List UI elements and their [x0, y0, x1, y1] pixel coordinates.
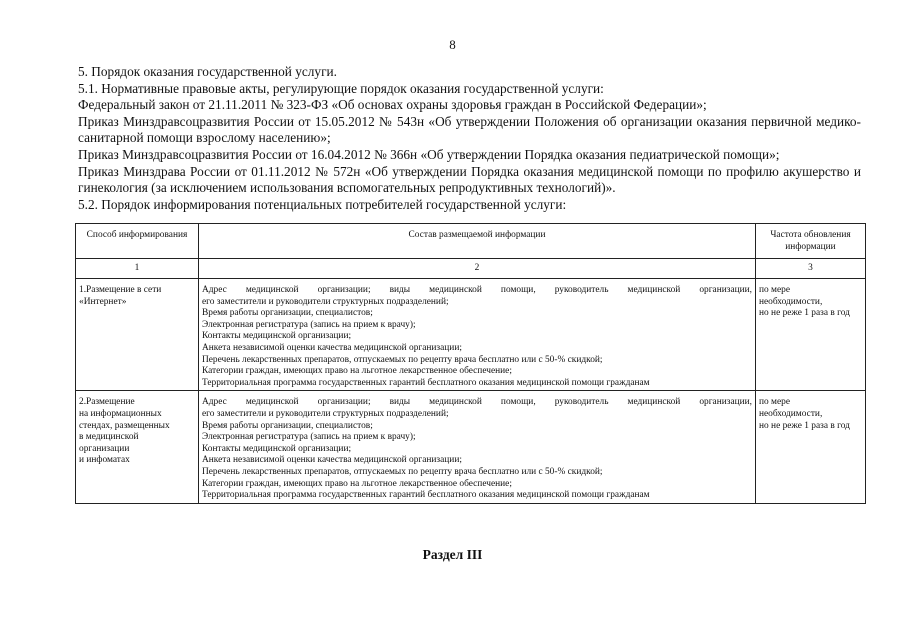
paragraph-5-2: 5.2. Порядок информирования потенциальных потребителей государственной услуги: — [78, 196, 567, 212]
frequency-line: но не реже 1 раза в год — [759, 420, 850, 431]
frequency-line: но не реже 1 раза в год — [759, 308, 850, 319]
content-line: Электронная регистратура (запись на прием к врачу); — [202, 319, 416, 330]
method-line: организации — [79, 443, 130, 454]
paragraph-order-366n: Приказ Минздравсоцразвития России от 16.04.2012 № 366н «Об утверждении Порядка оказания педиатрической помощи»; — [78, 146, 780, 162]
information-table — [75, 223, 866, 504]
frequency-cell — [756, 391, 866, 503]
method-line: и инфоматах — [79, 455, 130, 466]
table-row — [76, 391, 866, 503]
content-line: Перечень лекарственных препаратов, отпускаемых по рецепту врача бесплатно или с 50-% скидкой; — [202, 354, 603, 365]
frequency-line: необходимости, — [759, 408, 823, 419]
method-line: стендах, размещенных — [79, 420, 170, 431]
content-line: Адрес медицинской организации; виды медицинской помощи, руководитель медицинской организации, — [202, 285, 752, 295]
header-frequency: Частота обновления информации — [756, 224, 866, 259]
content-cell — [199, 279, 756, 391]
method-line: 1.Размещение в сети — [79, 285, 162, 295]
content-line: Время работы организации, специалистов; — [202, 420, 373, 431]
paragraph-5-1: 5.1. Нормативные правовые акты, регулирующие порядок оказания государственной услуги: — [78, 80, 604, 96]
column-number: 2 — [199, 259, 756, 279]
header-method: Способ информирования — [76, 224, 199, 259]
content-line: Категории граждан, имеющих право на льготное лекарственное обеспечение; — [202, 366, 512, 377]
content-line: Анкета независимой оценки качества медицинской организации; — [202, 455, 462, 466]
column-number: 1 — [76, 259, 199, 279]
frequency-line: по мере — [759, 397, 790, 408]
table-header-row — [76, 224, 866, 259]
method-line: в медицинской — [79, 432, 139, 443]
content-line: Категории граждан, имеющих право на льготное лекарственное обеспечение; — [202, 478, 512, 489]
paragraph-order-572n: Приказ Минздрава России от 01.11.2012 № 572н «Об утверждении Порядка оказания медицинской помощи по профилю акушерство и гинекология (за исключением использования вспомогательных репродуктивных технологий)». — [78, 163, 861, 196]
frequency-cell — [756, 279, 866, 391]
method-cell — [76, 279, 199, 391]
body-text — [78, 64, 861, 213]
method-line: 2.Размещение — [79, 397, 135, 408]
paragraph-federal-law: Федеральный закон от 21.11.2011 № 323-ФЗ «Об основах охраны здоровья граждан в Российской Федерации»; — [78, 97, 707, 113]
content-line: Контакты медицинской организации; — [202, 443, 352, 454]
frequency-line: необходимости, — [759, 296, 823, 307]
paragraph-order-543n: Приказ Минздравсоцразвития России от 15.05.2012 № 543н «Об утверждении Положения об организации оказания первичной медико-санитарной помощи взрослому населению»; — [78, 113, 861, 146]
content-line: Время работы организации, специалистов; — [202, 308, 373, 319]
content-line: Контакты медицинской организации; — [202, 331, 352, 342]
column-number-row — [76, 259, 866, 279]
column-number: 3 — [756, 259, 866, 279]
method-line: на информационных — [79, 408, 162, 419]
header-content: Состав размещаемой информации — [199, 224, 756, 259]
page-number: 8 — [449, 37, 456, 52]
frequency-line: по мере — [759, 285, 790, 295]
content-line: Адрес медицинской организации; виды медицинской помощи, руководитель медицинской организации, — [202, 397, 752, 408]
content-line: Электронная регистратура (запись на прием к врачу); — [202, 432, 416, 443]
content-line: его заместители и руководители структурных подразделений; — [202, 408, 449, 419]
content-line: его заместители и руководители структурных подразделений; — [202, 296, 449, 307]
method-line: «Интернет» — [79, 296, 127, 307]
content-line: Территориальная программа государственных гарантий бесплатного оказания медицинской помощи гражданам — [202, 490, 650, 501]
content-line: Анкета независимой оценки качества медицинской организации; — [202, 342, 462, 353]
content-line: Территориальная программа государственных гарантий бесплатного оказания медицинской помощи гражданам — [202, 377, 650, 388]
paragraph-section-5: 5. Порядок оказания государственной услуги. — [78, 64, 337, 79]
method-cell — [76, 391, 199, 503]
content-cell — [199, 391, 756, 503]
table-row — [76, 279, 866, 391]
content-line: Перечень лекарственных препаратов, отпускаемых по рецепту врача бесплатно или с 50-% скидкой; — [202, 466, 603, 477]
section-title: Раздел III — [422, 547, 483, 562]
